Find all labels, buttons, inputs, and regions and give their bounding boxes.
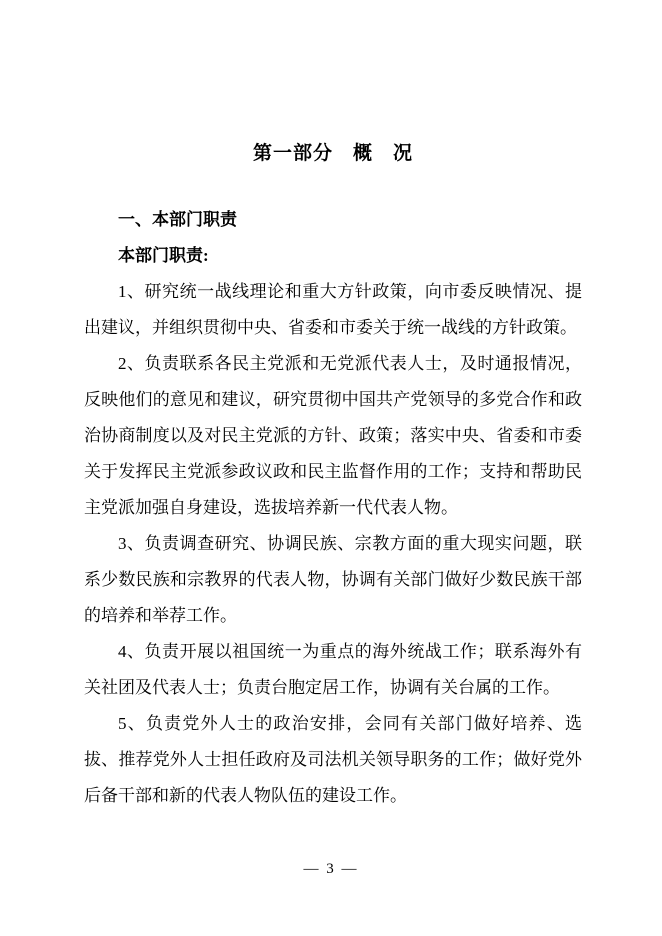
paragraph-3: 3、负责调查研究、协调民族、宗教方面的重大现实问题，联系少数民族和宗教界的代表人物，协调有关部门做好少数民族干部的培养和举荐工作。 xyxy=(84,534,582,625)
document-title: 第一部分 概 况 xyxy=(252,143,413,164)
paragraph-2: 2、负责联系各民主党派和无党派代表人士，及时通报情况，反映他们的意见和建议，研究贯彻中国共产党领导的多党合作和政治协商制度以及对民主党派的方针、政策；落实中央、省委和市委关于发挥民主党派参政议政和民主监督作用的工作；支持和帮助民主党派加强自身建设，选拔培养新一代代表人物。 xyxy=(84,354,582,517)
paragraph-5: 5、负责党外人士的政治安排，会同有关部门做好培养、选拔、推荐党外人士担任政府及司法机关领导职务的工作；做好党外后备干部和新的代表人物队伍的建设工作。 xyxy=(84,714,582,805)
subsection-heading: 本部门职责: xyxy=(118,246,209,265)
page-number: — 3 — xyxy=(303,861,359,877)
section-heading: 一、本部门职责 xyxy=(118,210,237,229)
paragraph-4: 4、负责开展以祖国统一为重点的海外统战工作；联系海外有关社团及代表人士；负责台胞定居工作，协调有关台属的工作。 xyxy=(84,642,582,697)
paragraph-1: 1、研究统一战线理论和重大方针政策，向市委反映情况、提出建议，并组织贯彻中央、省委和市委关于统一战线的方针政策。 xyxy=(84,282,582,337)
